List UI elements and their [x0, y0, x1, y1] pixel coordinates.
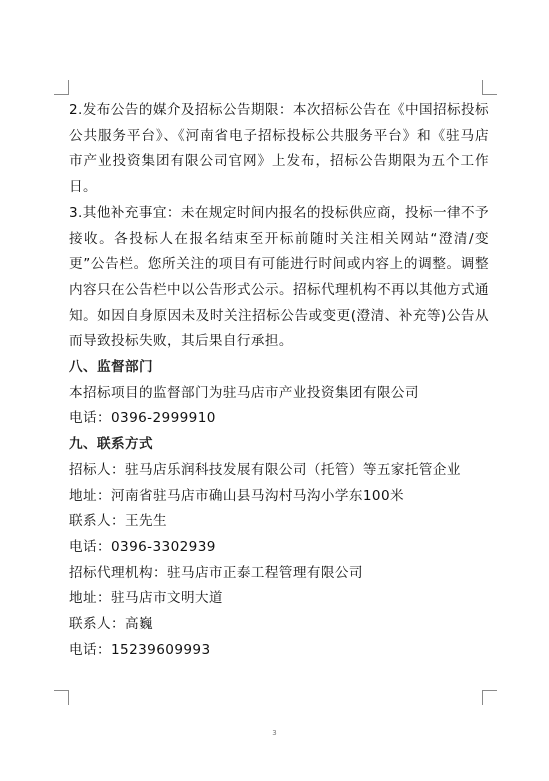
crop-mark-bottom-right [482, 690, 497, 705]
supervision-text: 本招标项目的监督部门为驻马店市产业投资集团有限公司 [69, 384, 419, 401]
supervision-phone: 电话：0396-2999910 [69, 410, 216, 427]
item-3-other-matters: 3.其他补充事宜：未在规定时间内报名的投标供应商，投标一律不予接收。各投标人在报名结束至开标前随时关注相关网站“澄清/变更”公告栏。您所关注的项目有可能进行时间或内容上的调整。调整内容只在公告栏中以公告形式公示。招标代理机构不再以其他方式通知。如因自身原因未及时关注招标公告或变更(澄清、补充等)公告从而导致投标失败，其后果自行承担。 [69, 204, 489, 350]
crop-mark-bottom-left [54, 690, 69, 705]
crop-mark-top-right [482, 80, 497, 95]
tenderer-contact-person: 联系人：王先生 [69, 513, 167, 530]
tenderer-phone: 电话：0396-3302939 [69, 538, 216, 555]
agency-phone: 电话：15239609993 [69, 641, 211, 658]
tenderer-name: 招标人：驻马店乐润科技发展有限公司（托管）等五家托管企业 [69, 461, 461, 478]
supervision-heading: 八、监督部门 [69, 359, 153, 376]
agency-name: 招标代理机构：驻马店市正泰工程管理有限公司 [69, 564, 363, 581]
contact-heading: 九、联系方式 [69, 436, 153, 453]
agency-address: 地址：驻马店市文明大道 [69, 590, 223, 607]
crop-mark-top-left [54, 80, 69, 95]
item-2-announcement-media: 2.发布公告的媒介及招标公告期限：本次招标公告在《中国招标投标公共服务平台》、《河南省电子招标投标公共服务平台》和《驻马店市产业投资集团有限公司官网》上发布，招标公告期限为五个工作日。 [69, 102, 489, 196]
tenderer-address: 地址：河南省驻马店市确山县马沟村马沟小学东100米 [69, 487, 405, 504]
agency-contact-person: 联系人：高巍 [69, 616, 153, 633]
document-body [69, 98, 489, 663]
page-number: 3 [272, 729, 277, 737]
